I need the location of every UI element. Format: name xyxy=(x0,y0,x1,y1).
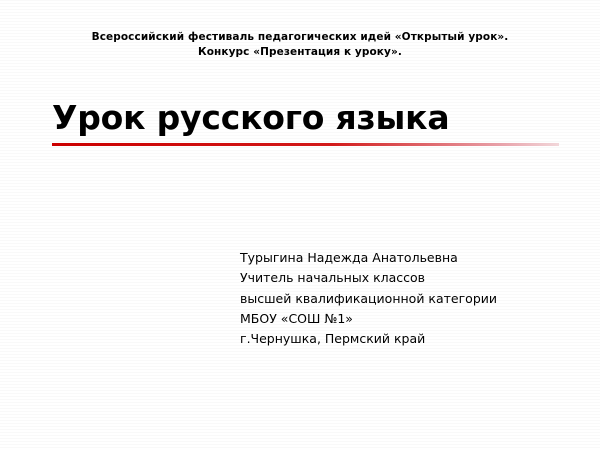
author-location: г.Чернушка, Пермский край xyxy=(240,331,426,346)
author-name: Турыгина Надежда Анатольевна xyxy=(240,250,458,265)
title-underline-rule xyxy=(52,143,559,146)
slide-header xyxy=(0,30,600,60)
title-section xyxy=(52,100,562,146)
author-qualification: высшей квалификационной категории xyxy=(240,290,497,306)
header-line-2: Конкурс «Презентация к уроку». xyxy=(198,46,402,59)
author-school: МБОУ «СОШ №1» xyxy=(240,310,353,326)
slide-title: Урок русского языка xyxy=(52,98,450,137)
author-section xyxy=(240,248,580,349)
header-line-1: Всероссийский фестиваль педагогических идей «Открытый урок». xyxy=(91,31,509,43)
author-position: Учитель начальных классов xyxy=(240,270,426,286)
